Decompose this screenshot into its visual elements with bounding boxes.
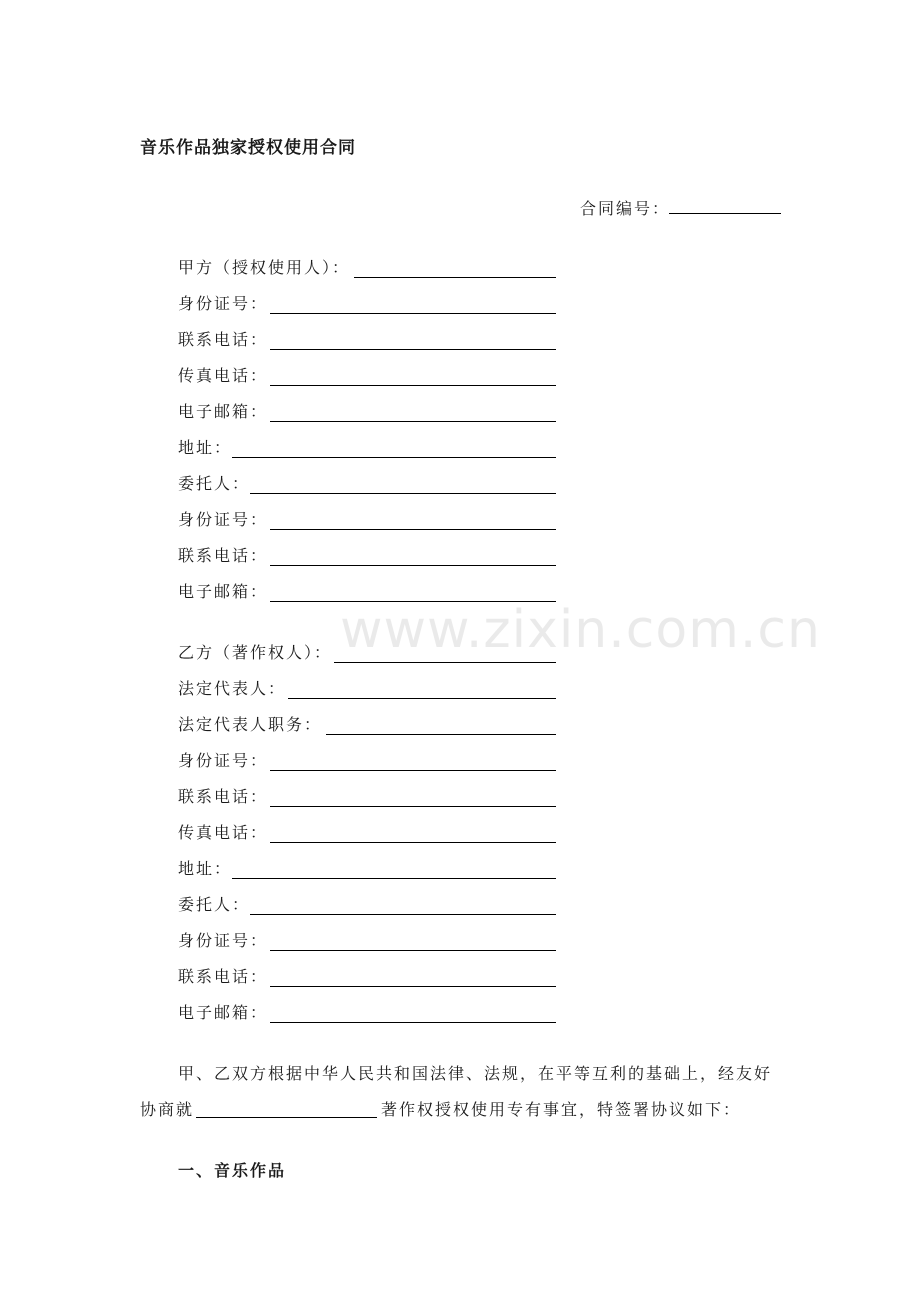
party-b-fax-field [178, 820, 558, 846]
field-label: 地址： [178, 859, 233, 878]
fill-blank [270, 313, 556, 314]
fill-blank [232, 457, 556, 458]
field-label: 身份证号： [178, 751, 269, 770]
contract-number-label: 合同编号： [580, 199, 671, 218]
party-a-agent-phone-field [178, 543, 558, 569]
party-b-legal-rep-title-field [178, 712, 558, 738]
field-label: 联系电话： [178, 787, 269, 806]
field-label: 联系电话： [178, 967, 269, 986]
intro-line-2-prefix: 协商就 [140, 1100, 195, 1119]
party-a-address-field [178, 435, 558, 461]
fill-blank [250, 914, 556, 915]
fill-blank [232, 878, 556, 879]
intro-line-2-suffix: 著作权授权使用专有事宜，特签署协议如下： [381, 1100, 742, 1119]
section-heading: 一、音乐作品 [178, 1161, 287, 1180]
party-a-fax-field [178, 363, 558, 389]
field-label: 甲方（授权使用人）： [178, 258, 351, 277]
field-label: 传真电话： [178, 366, 269, 385]
party-b-agent-field [178, 892, 558, 918]
field-label: 联系电话： [178, 546, 269, 565]
fill-blank [270, 565, 556, 566]
party-a-agent-field [178, 471, 558, 497]
field-label: 委托人： [178, 895, 251, 914]
fill-blank [334, 662, 556, 663]
contract-number-blank [669, 213, 781, 214]
fill-blank [270, 842, 556, 843]
party-a-email-field [178, 399, 558, 425]
fill-blank [250, 493, 556, 494]
party-a-id-field [178, 291, 558, 317]
watermark: www.zixin.com.cn [340, 600, 821, 660]
party-b-phone-field [178, 784, 558, 810]
fill-blank [326, 734, 556, 735]
party-b-agent-email-field [178, 1000, 558, 1026]
field-label: 身份证号： [178, 294, 269, 313]
fill-blank [288, 698, 556, 699]
fill-blank [354, 277, 556, 278]
field-label: 身份证号： [178, 931, 269, 950]
field-label: 传真电话： [178, 823, 269, 842]
fill-blank [270, 986, 556, 987]
field-label: 联系电话： [178, 330, 269, 349]
party-b-agent-phone-field [178, 964, 558, 990]
fill-blank [270, 385, 556, 386]
field-label: 法定代表人职务： [178, 715, 323, 734]
field-label: 委托人： [178, 474, 251, 493]
fill-blank [270, 770, 556, 771]
party-b-legal-rep-field [178, 676, 558, 702]
field-label: 电子邮箱： [178, 402, 269, 421]
fill-blank [270, 1022, 556, 1023]
party-a-name-field [178, 255, 558, 281]
fill-blank [270, 529, 556, 530]
party-b-id-field [178, 748, 558, 774]
fill-blank [196, 1117, 377, 1118]
field-label: 电子邮箱： [178, 582, 269, 601]
field-label: 法定代表人： [178, 679, 287, 698]
document-title: 音乐作品独家授权使用合同 [140, 138, 356, 158]
party-b-address-field [178, 856, 558, 882]
field-label: 乙方（著作权人）： [178, 643, 333, 662]
fill-blank [270, 806, 556, 807]
field-label: 地址： [178, 438, 233, 457]
party-a-agent-id-field [178, 507, 558, 533]
party-a-phone-field [178, 327, 558, 353]
fill-blank [270, 421, 556, 422]
fill-blank [270, 950, 556, 951]
party-b-agent-id-field [178, 928, 558, 954]
field-label: 身份证号： [178, 510, 269, 529]
intro-line-1: 甲、乙双方根据中华人民共和国法律、法规，在平等互利的基础上，经友好 [178, 1064, 773, 1083]
fill-blank [270, 349, 556, 350]
field-label: 电子邮箱： [178, 1003, 269, 1022]
